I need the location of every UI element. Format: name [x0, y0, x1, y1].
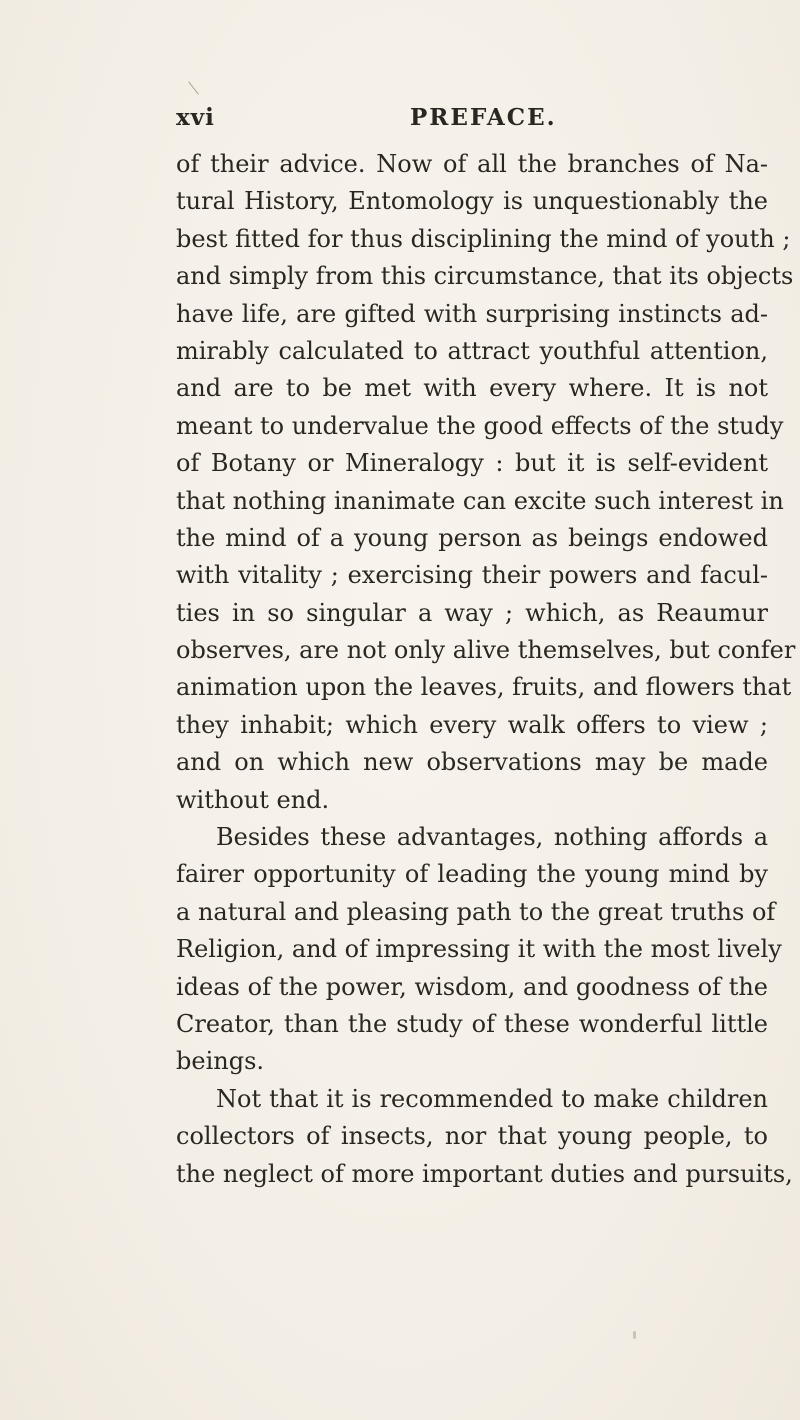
paragraph-end-line: beings. [176, 1047, 265, 1076]
paragraph-start-line: Besides these advantages, nothing affords a [216, 823, 768, 852]
text-line: ideas of the power, wisdom, and goodness of the [176, 972, 768, 1001]
text-line: and are to be met with every where. It is not [176, 374, 768, 403]
text-line: and simply from this circumstance, that its objects [176, 262, 794, 291]
running-title: PREFACE. [410, 104, 557, 131]
page-header [176, 104, 776, 134]
text-line: the neglect of more important duties and pursuits, [176, 1159, 793, 1188]
text-line: best fitted for thus disciplining the mind of youth ; [176, 224, 791, 253]
text-line: the mind of a young person as beings endowed [176, 523, 768, 552]
text-line: have life, are gifted with surprising instincts ad- [176, 299, 768, 328]
text-line: mirably calculated to attract youthful attention, [176, 336, 768, 365]
body-text [176, 146, 796, 1193]
text-line: Religion, and of impressing it with the most lively [176, 935, 782, 964]
text-line: they inhabit; which every walk offers to view ; [176, 710, 768, 739]
paragraph-start-line: Not that it is recommended to make children [216, 1084, 768, 1113]
text-line: that nothing inanimate can excite such interest in [176, 486, 784, 515]
text-line: collectors of insects, nor that young people, to [176, 1122, 768, 1151]
text-line: meant to undervalue the good effects of the study [176, 411, 784, 440]
text-line: of their advice. Now of all the branches of Na- [176, 150, 768, 178]
text-line: tural History, Entomology is unquestionably the [176, 187, 768, 216]
paper-speck [633, 1331, 636, 1339]
text-line: with vitality ; exercising their powers and facul- [176, 561, 768, 590]
text-line: Creator, than the study of these wonderful little [176, 1009, 768, 1038]
text-line: a natural and pleasing path to the great truths of [176, 897, 776, 926]
paragraph-end-line: without end. [176, 785, 330, 814]
ink-mark [188, 81, 199, 94]
text-line: of Botany or Mineralogy : but it is self-evident [176, 449, 768, 478]
text-line: observes, are not only alive themselves, but confer [176, 636, 796, 665]
text-line: fairer opportunity of leading the young mind by [176, 860, 768, 889]
page-number: xvi [176, 104, 215, 131]
text-line: ties in so singular a way ; which, as Reaumur [176, 598, 768, 627]
text-line: and on which new observations may be made [176, 748, 768, 777]
text-line: animation upon the leaves, fruits, and flowers that [176, 673, 792, 702]
